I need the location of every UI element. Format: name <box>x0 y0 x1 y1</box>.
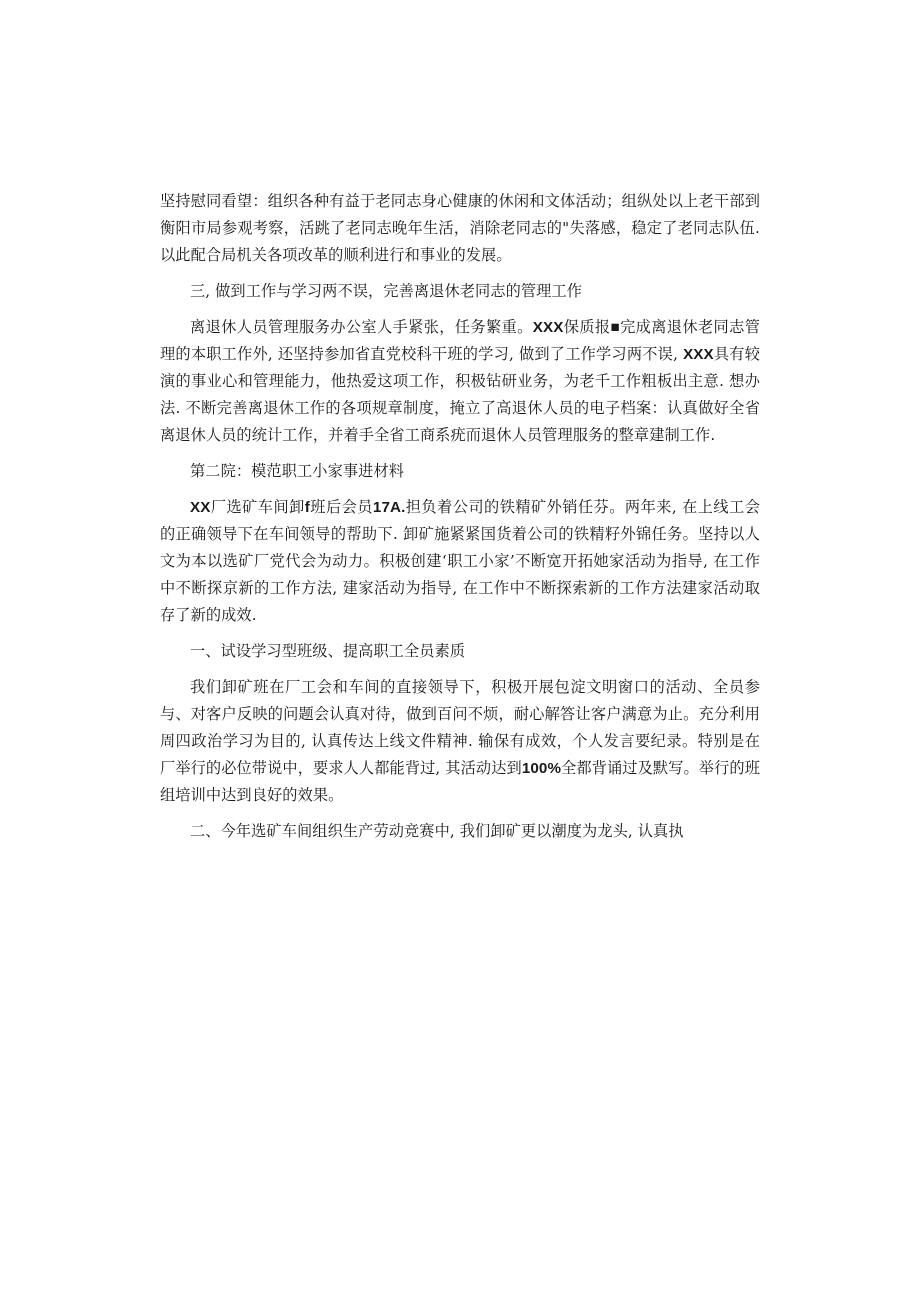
text-segment: 完成离退休老同志管理的本职工作外, 还坚持参加省直党校科干班的学习, 做到了工作学习两不误, <box>160 318 760 363</box>
text-segment: 离退休人员管理服务办公室人手紧张，任务繁重。 <box>190 318 533 336</box>
section-heading-model-family: 第二院：模范职工小家事进材料 <box>190 462 405 480</box>
paragraph-labor-competition: 二、今年选矿车间组织生产劳动竞赛中, 我们卸矿更以潮度为龙头, 认真执 <box>190 822 684 840</box>
text-segment: 厂选矿车间卸 <box>210 498 305 516</box>
section-heading-three: 三, 做到工作与学习两不误，完善离退休老同志的管理工作 <box>190 282 583 300</box>
bold-text-segment: XXX <box>532 319 564 336</box>
paragraph-retiree-management <box>160 314 760 449</box>
bold-text-segment: ■ <box>610 319 621 336</box>
paragraph-unloading-team <box>160 494 760 629</box>
document-body <box>160 188 760 854</box>
paragraph-learning-activities <box>160 674 760 809</box>
bold-text-segment: XXX <box>683 346 714 363</box>
text-segment: 我们卸矿班在厂工会和车间的直接领导下，积极开展包淀文明窗口的活动、全员参与、对客户反映的问题会认真对待，做到百问不烦，耐心解答让客户满意为止。充分利用周四政治学习为目的, 认真传达上线文件精神. 输保有成效，个人发言要纪录。特别是在厂举行的必位带说中，要求人人都能背过, 其活动达到 <box>160 678 760 777</box>
bold-text-segment: 17A. <box>372 499 406 516</box>
bold-text-segment: XX <box>190 499 211 516</box>
text-segment: 保质报 <box>563 318 611 336</box>
text-segment: 班后会员 <box>309 498 373 516</box>
text-segment: 具有较演的事业心和管理能力，他热爱这项工作，积极钻研业务，为老千工作粗板出主意. 想办法. 不断完善离退休工作的各项规章制度，掩立了高退休人员的电子档案：认真做好全省离退休人员的统计工作，并着手全省工商系疣而退休人员管理服务的整章建制工作. <box>160 345 760 444</box>
paragraph-continuation: 坚持慰同看望：组织各种有益于老同志身心健康的休闲和文体活动；组纵处以上老干部到衡阳市局参观考察，活跳了老同志晚年生活，消除老同志的"失落感，稳定了老同志队伍. 以此配合局机关各项改革的顺利进行和事业的发展。 <box>160 192 760 264</box>
bold-text-segment: 100% <box>521 760 562 777</box>
text-segment: 担负着公司的铁精矿外销任芬。两年来, 在上线工会的正确领导下在车间领导的帮助下. 卸矿施紧紧国货着公司的铁精籽外锦任务。坚持以人文为本以选矿厂党代会为动力。积极创建‘职工小家’不断宽开拓她家活动为指导, 在工作中不断探京新的工作方法, 建家活动为指导, 在工作中不断探索新的工作方法建家活动取存了新的成效. <box>160 498 760 624</box>
bold-text-segment: f <box>304 499 310 516</box>
text-segment: 全都背诵过及默写。举行的班组培训中达到良好的效果。 <box>160 759 760 804</box>
section-heading-learning-team: 一、试设学习型班级、提高职工全员素质 <box>190 642 466 660</box>
